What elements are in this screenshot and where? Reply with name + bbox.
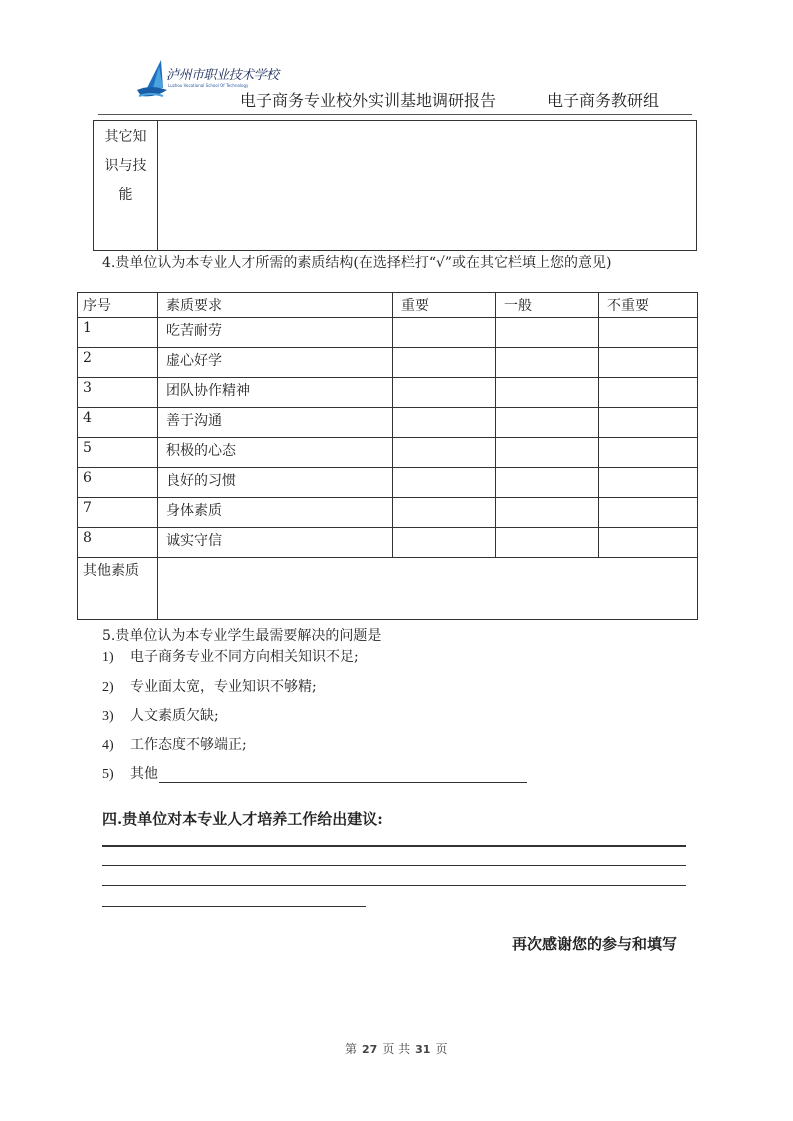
row-item: 良好的习惯	[158, 468, 393, 498]
cell-important[interactable]	[393, 498, 496, 528]
thanks-text: 再次感谢您的参与和填写	[512, 935, 678, 953]
column-divider	[157, 121, 158, 250]
suggestion-line[interactable]	[102, 885, 686, 886]
option-number: 3)	[102, 709, 114, 724]
other-knowledge-box	[93, 120, 697, 251]
cell-unimportant[interactable]	[599, 408, 698, 438]
cell-important[interactable]	[393, 408, 496, 438]
row-num: 5	[78, 438, 158, 468]
option-4[interactable]	[102, 734, 247, 754]
cell-average[interactable]	[496, 348, 599, 378]
cell-average[interactable]	[496, 498, 599, 528]
row-num: 7	[78, 498, 158, 528]
table-row	[78, 318, 698, 348]
header-group: 电子商务教研组	[547, 91, 660, 110]
row-item: 团队协作精神	[158, 378, 393, 408]
quality-table	[77, 292, 698, 620]
footer-mid: 页 共	[382, 1042, 411, 1056]
table-header-row	[78, 293, 698, 318]
header-unimportant: 不重要	[599, 293, 698, 318]
option-text: 专业面太宽，专业知识不够精;	[130, 679, 317, 695]
table-row	[78, 528, 698, 558]
cell-unimportant[interactable]	[599, 318, 698, 348]
option-1[interactable]	[102, 646, 359, 666]
cell-average[interactable]	[496, 438, 599, 468]
cell-average[interactable]	[496, 378, 599, 408]
logo-text: 泸州市职业技术学校	[166, 68, 279, 83]
other-quality-label: 其他素质	[78, 558, 158, 620]
cell-unimportant[interactable]	[599, 498, 698, 528]
cell-average[interactable]	[496, 408, 599, 438]
total-pages: 31	[415, 1043, 431, 1056]
suggestion-line[interactable]	[102, 845, 686, 847]
other-knowledge-label	[94, 123, 157, 210]
row-item: 诚实守信	[158, 528, 393, 558]
cell-important[interactable]	[393, 378, 496, 408]
label-line: 识与技	[104, 158, 147, 174]
cell-average[interactable]	[496, 528, 599, 558]
footer-prefix: 第	[345, 1042, 358, 1056]
option-3[interactable]	[102, 705, 219, 725]
page-footer	[345, 1040, 447, 1057]
table-row-other	[78, 558, 698, 620]
page-number: 27	[362, 1043, 378, 1056]
option-number: 2)	[102, 680, 114, 695]
table-row	[78, 378, 698, 408]
other-quality-field[interactable]	[158, 558, 698, 620]
label-line: 能	[118, 187, 133, 203]
question-4-text: 4.贵单位认为本专业人才所需的素质结构(在选择栏打“√”或在其它栏填上您的意见)	[102, 255, 612, 271]
option-2[interactable]	[102, 676, 317, 696]
cell-unimportant[interactable]	[599, 438, 698, 468]
option-5[interactable]	[102, 763, 527, 783]
row-item: 吃苦耐劳	[158, 318, 393, 348]
option-number: 5)	[102, 767, 114, 782]
cell-unimportant[interactable]	[599, 348, 698, 378]
option-text: 工作态度不够端正;	[130, 737, 247, 753]
option-text: 其他	[130, 766, 158, 782]
option-text: 电子商务专业不同方向相关知识不足;	[130, 649, 359, 665]
row-item: 善于沟通	[158, 408, 393, 438]
question-5-text: 5.贵单位认为本专业学生最需要解决的问题是	[102, 628, 382, 644]
table-row	[78, 438, 698, 468]
row-num: 4	[78, 408, 158, 438]
header-important: 重要	[393, 293, 496, 318]
suggestion-line[interactable]	[102, 865, 686, 866]
option-number: 1)	[102, 650, 114, 665]
table-row	[78, 468, 698, 498]
row-num: 6	[78, 468, 158, 498]
section-4-title: 四.贵单位对本专业人才培养工作给出建议:	[102, 810, 383, 828]
option-text: 人文素质欠缺;	[130, 708, 219, 724]
logo-subtext: Luzhou Vocational School Of Technology	[168, 83, 249, 88]
header-item: 素质要求	[158, 293, 393, 318]
cell-important[interactable]	[393, 468, 496, 498]
row-num: 2	[78, 348, 158, 378]
table-row	[78, 348, 698, 378]
row-num: 8	[78, 528, 158, 558]
cell-important[interactable]	[393, 528, 496, 558]
cell-average[interactable]	[496, 468, 599, 498]
header-average: 一般	[496, 293, 599, 318]
header-title: 电子商务专业校外实训基地调研报告	[240, 91, 497, 110]
suggestion-line[interactable]	[102, 906, 366, 907]
row-item: 身体素质	[158, 498, 393, 528]
cell-important[interactable]	[393, 438, 496, 468]
row-num: 1	[78, 318, 158, 348]
cell-average[interactable]	[496, 318, 599, 348]
table-row	[78, 498, 698, 528]
row-num: 3	[78, 378, 158, 408]
cell-unimportant[interactable]	[599, 378, 698, 408]
cell-important[interactable]	[393, 318, 496, 348]
table-row	[78, 408, 698, 438]
option-number: 4)	[102, 738, 114, 753]
cell-unimportant[interactable]	[599, 468, 698, 498]
cell-important[interactable]	[393, 348, 496, 378]
label-line: 其它知	[104, 129, 147, 145]
cell-unimportant[interactable]	[599, 528, 698, 558]
header-rule	[98, 114, 692, 115]
other-answer-blank[interactable]	[159, 768, 527, 783]
row-item: 虚心好学	[158, 348, 393, 378]
row-item: 积极的心态	[158, 438, 393, 468]
footer-suffix: 页	[435, 1042, 448, 1056]
header-num: 序号	[78, 293, 158, 318]
